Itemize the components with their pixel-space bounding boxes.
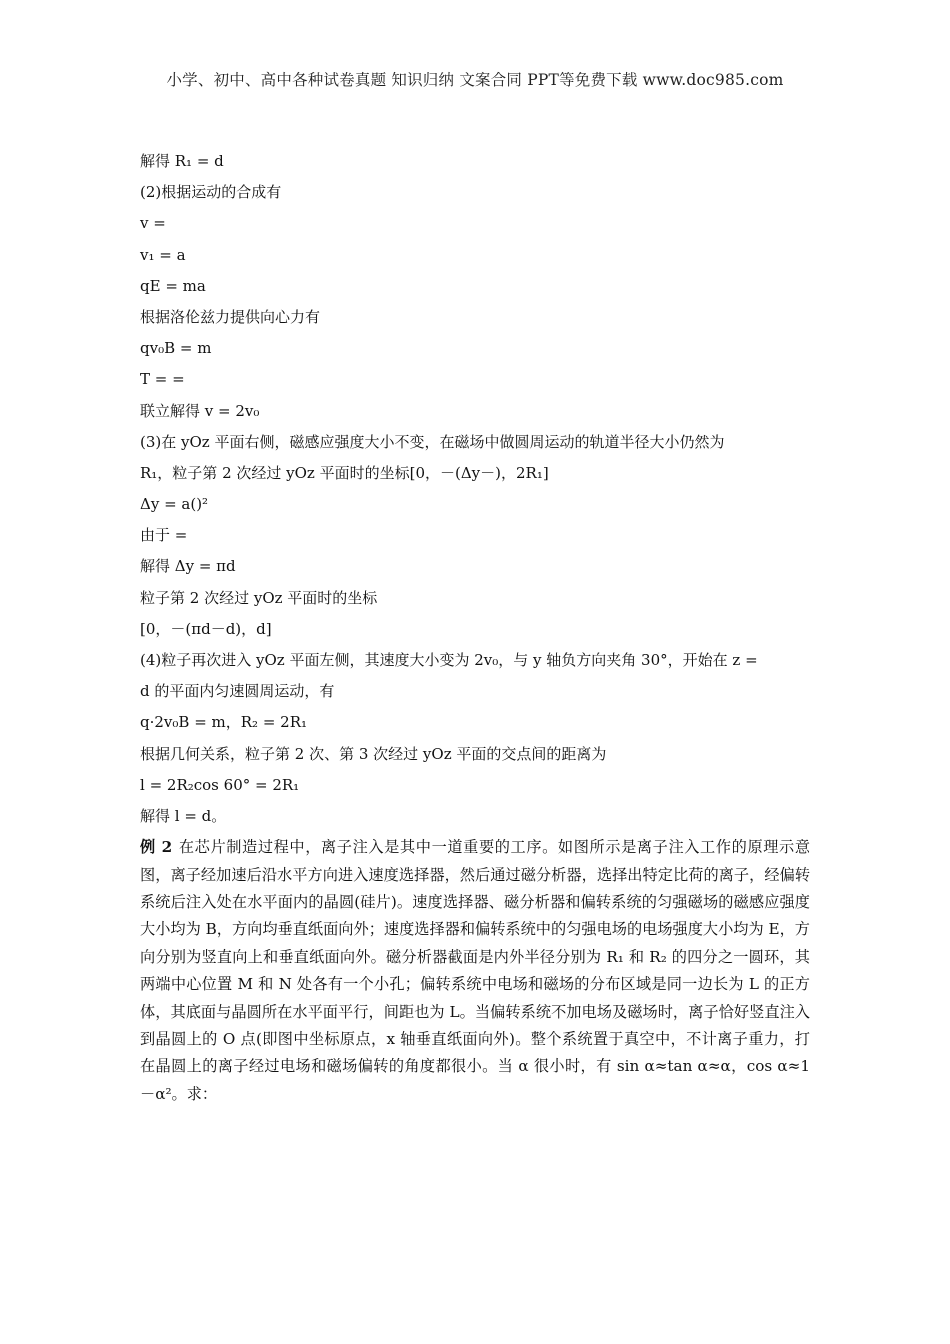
solution-line: q·2v₀B = m，R₂ = 2R₁ [140,713,308,732]
solution-line: 解得 R₁ = d [140,152,224,170]
example-text: 在芯片制造过程中，离子注入是其中一道重要的工序。如图所示是离子注入工作的原理示意图，离子经加速后沿水平方向进入速度选择器，然后通过磁分析器，选择出特定比荷的离子，经偏转系统后注入处在水平面内的晶圆(硅片)。速度选择器、磁分析器和偏转系统的匀强磁场的磁感应强度大小均为 B，方向均垂直纸面向外；速度选择器和偏转系统中的匀强电场的电场强度大小均为 E，方向分别为竖直向上和垂直纸面向外。磁分析器截面是内外半径分别为 R₁ 和 R₂ 的四分之一圆环，其两端中心位置 M 和 N 处各有一个小孔；偏转系统中电场和磁场的分布区域是同一边长为 L 的正方体，其底面与晶圆所在水平面平行，间距也为 L。当偏转系统不加电场及磁场时，离子恰好竖直注入到晶圆上的 O 点(即图中坐标原点，x 轴垂直纸面向外)。整个系统置于真空中，不计离子重力，打在晶圆上的离子经过电场和磁场偏转的角度都很小。当 α 很小时，有 sin α≈tan α≈α，cos α≈1－α²。求： [140,838,811,1103]
solution-line: 联立解得 v = 2v₀ [140,401,260,420]
solution-line: (3)在 yOz 平面右侧，磁感应强度大小不变，在磁场中做圆周运动的轨道半径大小仍然为 [140,432,725,451]
solution-line: 根据几何关系，粒子第 2 次、第 3 次经过 yOz 平面的交点间的距离为 [140,744,607,763]
page-header: 小学、初中、高中各种试卷真题 知识归纳 文案合同 PPT等免费下载 www.doc985.com [166,71,784,89]
document-body [140,146,810,1108]
solution-line: (4)粒子再次进入 yOz 平面左侧，其速度大小变为 2v₀，与 y 轴负方向夹角 30°，开始在 z = [140,651,758,669]
example-2-paragraph [140,834,810,1108]
solution-line: 根据洛伦兹力提供向心力有 [140,307,321,326]
solution-line: (2)根据运动的合成有 [140,183,282,202]
solution-line: 由于 = [140,526,188,545]
solution-line: d 的平面内匀速圆周运动，有 [140,682,335,701]
solution-line: qv₀B = m [140,339,212,358]
solution-line: 解得 Δy = πd [140,557,236,576]
solution-line: 粒子第 2 次经过 yOz 平面时的坐标 [140,588,378,607]
solution-line: qE = ma [140,276,206,295]
solution-line: T = = [140,370,185,389]
solution-line: 解得 l = d。 [140,806,227,825]
solution-line: [0，－(πd－d)，d] [140,619,272,638]
solution-line: l = 2R₂cos 60° = 2R₁ [140,775,300,794]
solution-line: Δy = a()² [140,495,209,514]
solution-line: R₁，粒子第 2 次经过 yOz 平面时的坐标[0，－(Δy－)，2R₁] [140,463,549,482]
example-label: 例 2 [140,838,173,857]
solution-line: v₁ = a [140,245,186,264]
solution-line: v = [140,214,166,233]
